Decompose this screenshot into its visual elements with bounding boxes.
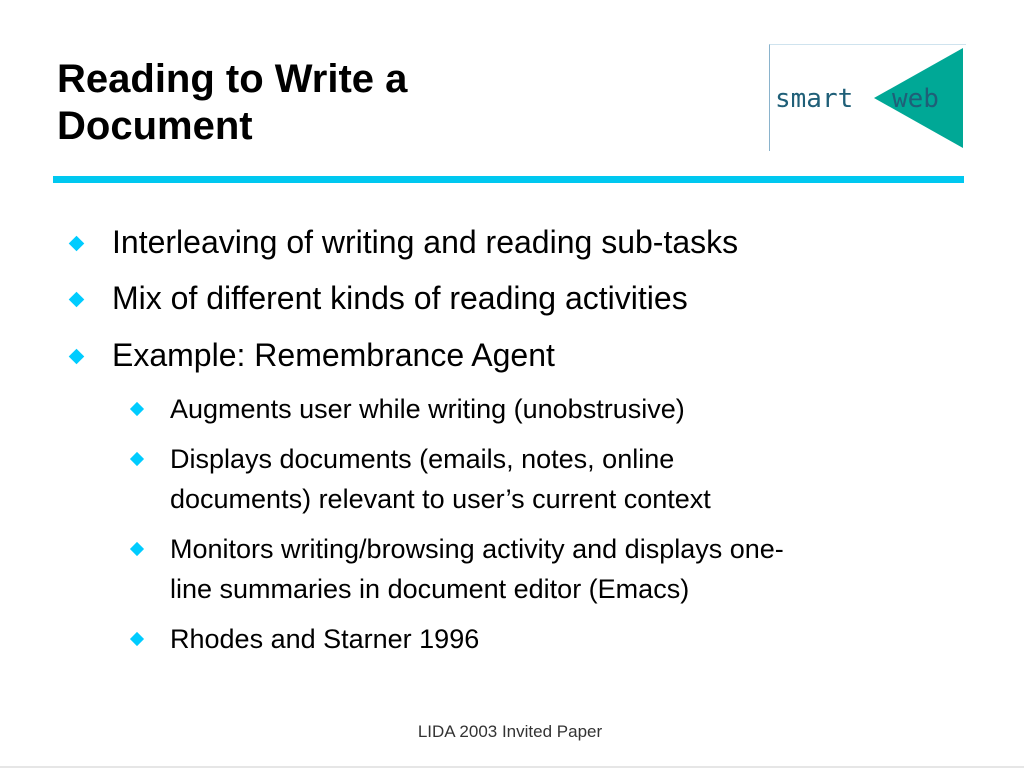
diamond-bullet-icon [69,292,85,308]
sub-bullet-text-line-2: documents) relevant to user’s current context [170,484,711,514]
bullet-text: Example: Remembrance Agent [112,337,555,373]
diamond-bullet-icon [130,632,144,646]
sub-bullet-text-line-1: Monitors writing/browsing activity and displays one- [170,534,784,564]
smartweb-logo [769,44,966,151]
logo-graphic [770,45,966,151]
slide-title [57,56,697,150]
title-line-2: Document [57,104,253,148]
sub-bullet-text-line-2: line summaries in document editor (Emacs) [170,574,690,604]
diamond-bullet-icon [130,452,144,466]
logo-word-web: web [892,84,939,114]
sub-bullet-text: Rhodes and Starner 1996 [170,624,480,654]
diamond-bullet-icon [69,349,85,365]
diamond-bullet-icon [130,402,144,416]
diamond-bullet-icon [69,236,85,252]
slide-footer: LIDA 2003 Invited Paper [417,722,603,741]
bullet-text: Interleaving of writing and reading sub-tasks [112,224,739,260]
sub-bullet-text-line-1: Displays documents (emails, notes, online [170,444,675,474]
bullet-text: Mix of different kinds of reading activities [112,280,688,316]
title-divider [53,176,964,183]
sub-bullet-text: Augments user while writing (unobstrusive) [170,394,685,424]
diamond-bullet-icon [130,542,144,556]
logo-word-smart: smart [775,84,854,114]
title-line-1: Reading to Write a [57,57,408,101]
